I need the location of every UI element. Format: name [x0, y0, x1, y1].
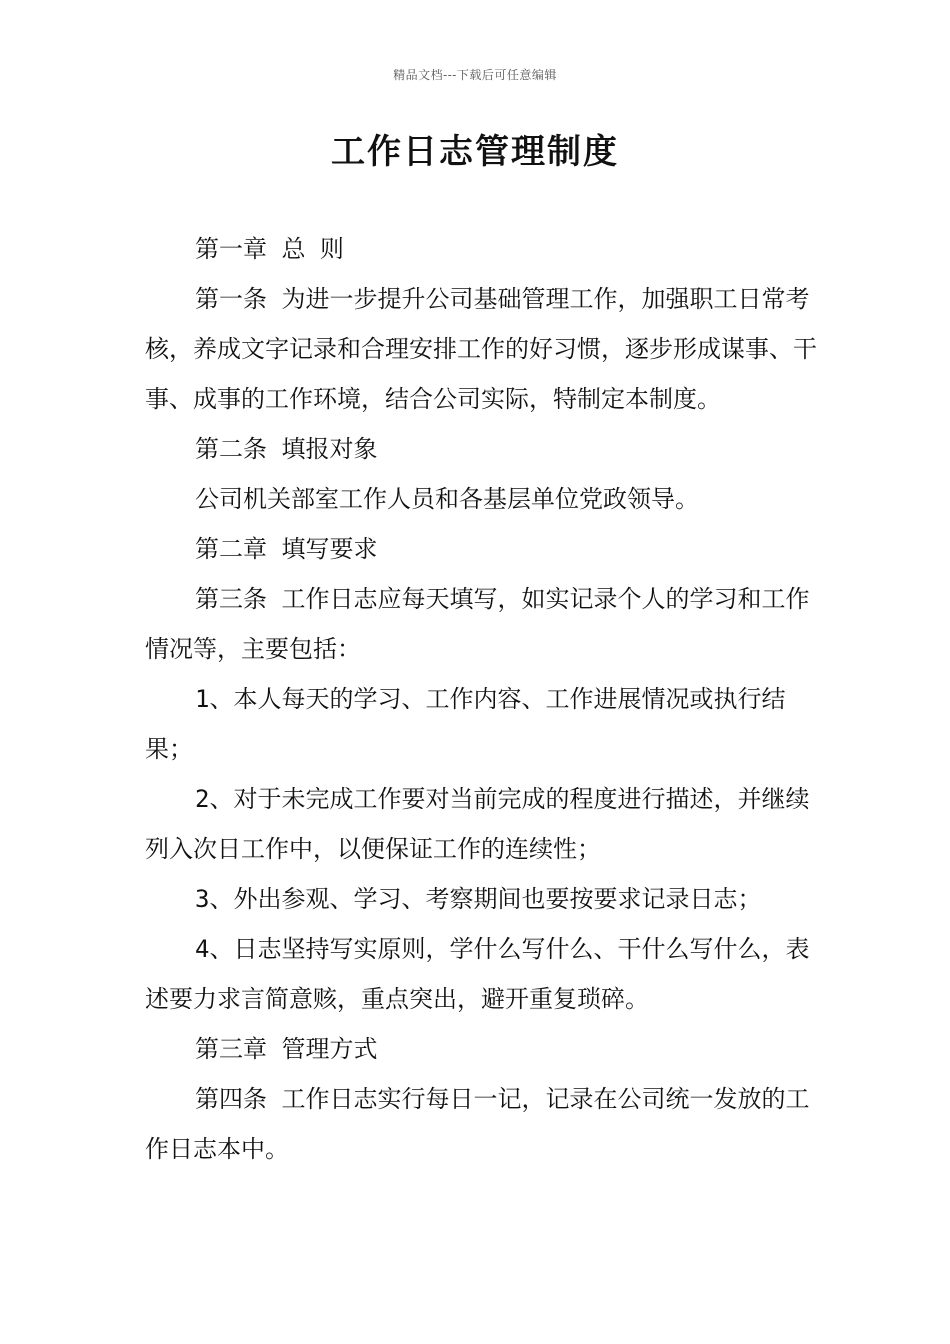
- list-item-1: 1、本人每天的学习、工作内容、工作进展情况或执行结果；: [145, 685, 786, 763]
- article-1: 第一条 为进一步提升公司基础管理工作，加强职工日常考核，养成文字记录和合理安排工作的好习惯，逐步形成谋事、干事、成事的工作环境，结合公司实际，特制定本制度。: [145, 285, 817, 413]
- document-body: [145, 224, 825, 1174]
- header-note: 精品文档---下载后可任意编辑: [393, 68, 557, 82]
- chapter-2-heading: 第二章 填写要求: [195, 535, 378, 563]
- list-item-2: 2、对于未完成工作要对当前完成的程度进行描述，并继续列入次日工作中，以便保证工作的连续性；: [145, 785, 810, 863]
- chapter-1-heading: 第一章 总 则: [195, 235, 344, 263]
- list-item-3: 3、外出参观、学习、考察期间也要按要求记录日志；: [195, 885, 762, 913]
- document-title: 工作日志管理制度: [331, 132, 619, 172]
- article-3: 第三条 工作日志应每天填写，如实记录个人的学习和工作情况等，主要包括：: [145, 585, 810, 663]
- article-4: 第四条 工作日志实行每日一记，记录在公司统一发放的工作日志本中。: [145, 1085, 810, 1163]
- article-2-body: 公司机关部室工作人员和各基层单位党政领导。: [195, 485, 699, 513]
- chapter-3-heading: 第三章 管理方式: [195, 1035, 378, 1063]
- list-item-4: 4、日志坚持写实原则，学什么写什么、干什么写什么，表述要力求言简意赅，重点突出，避开重复琐碎。: [145, 935, 810, 1013]
- article-2-heading: 第二条 填报对象: [195, 435, 378, 463]
